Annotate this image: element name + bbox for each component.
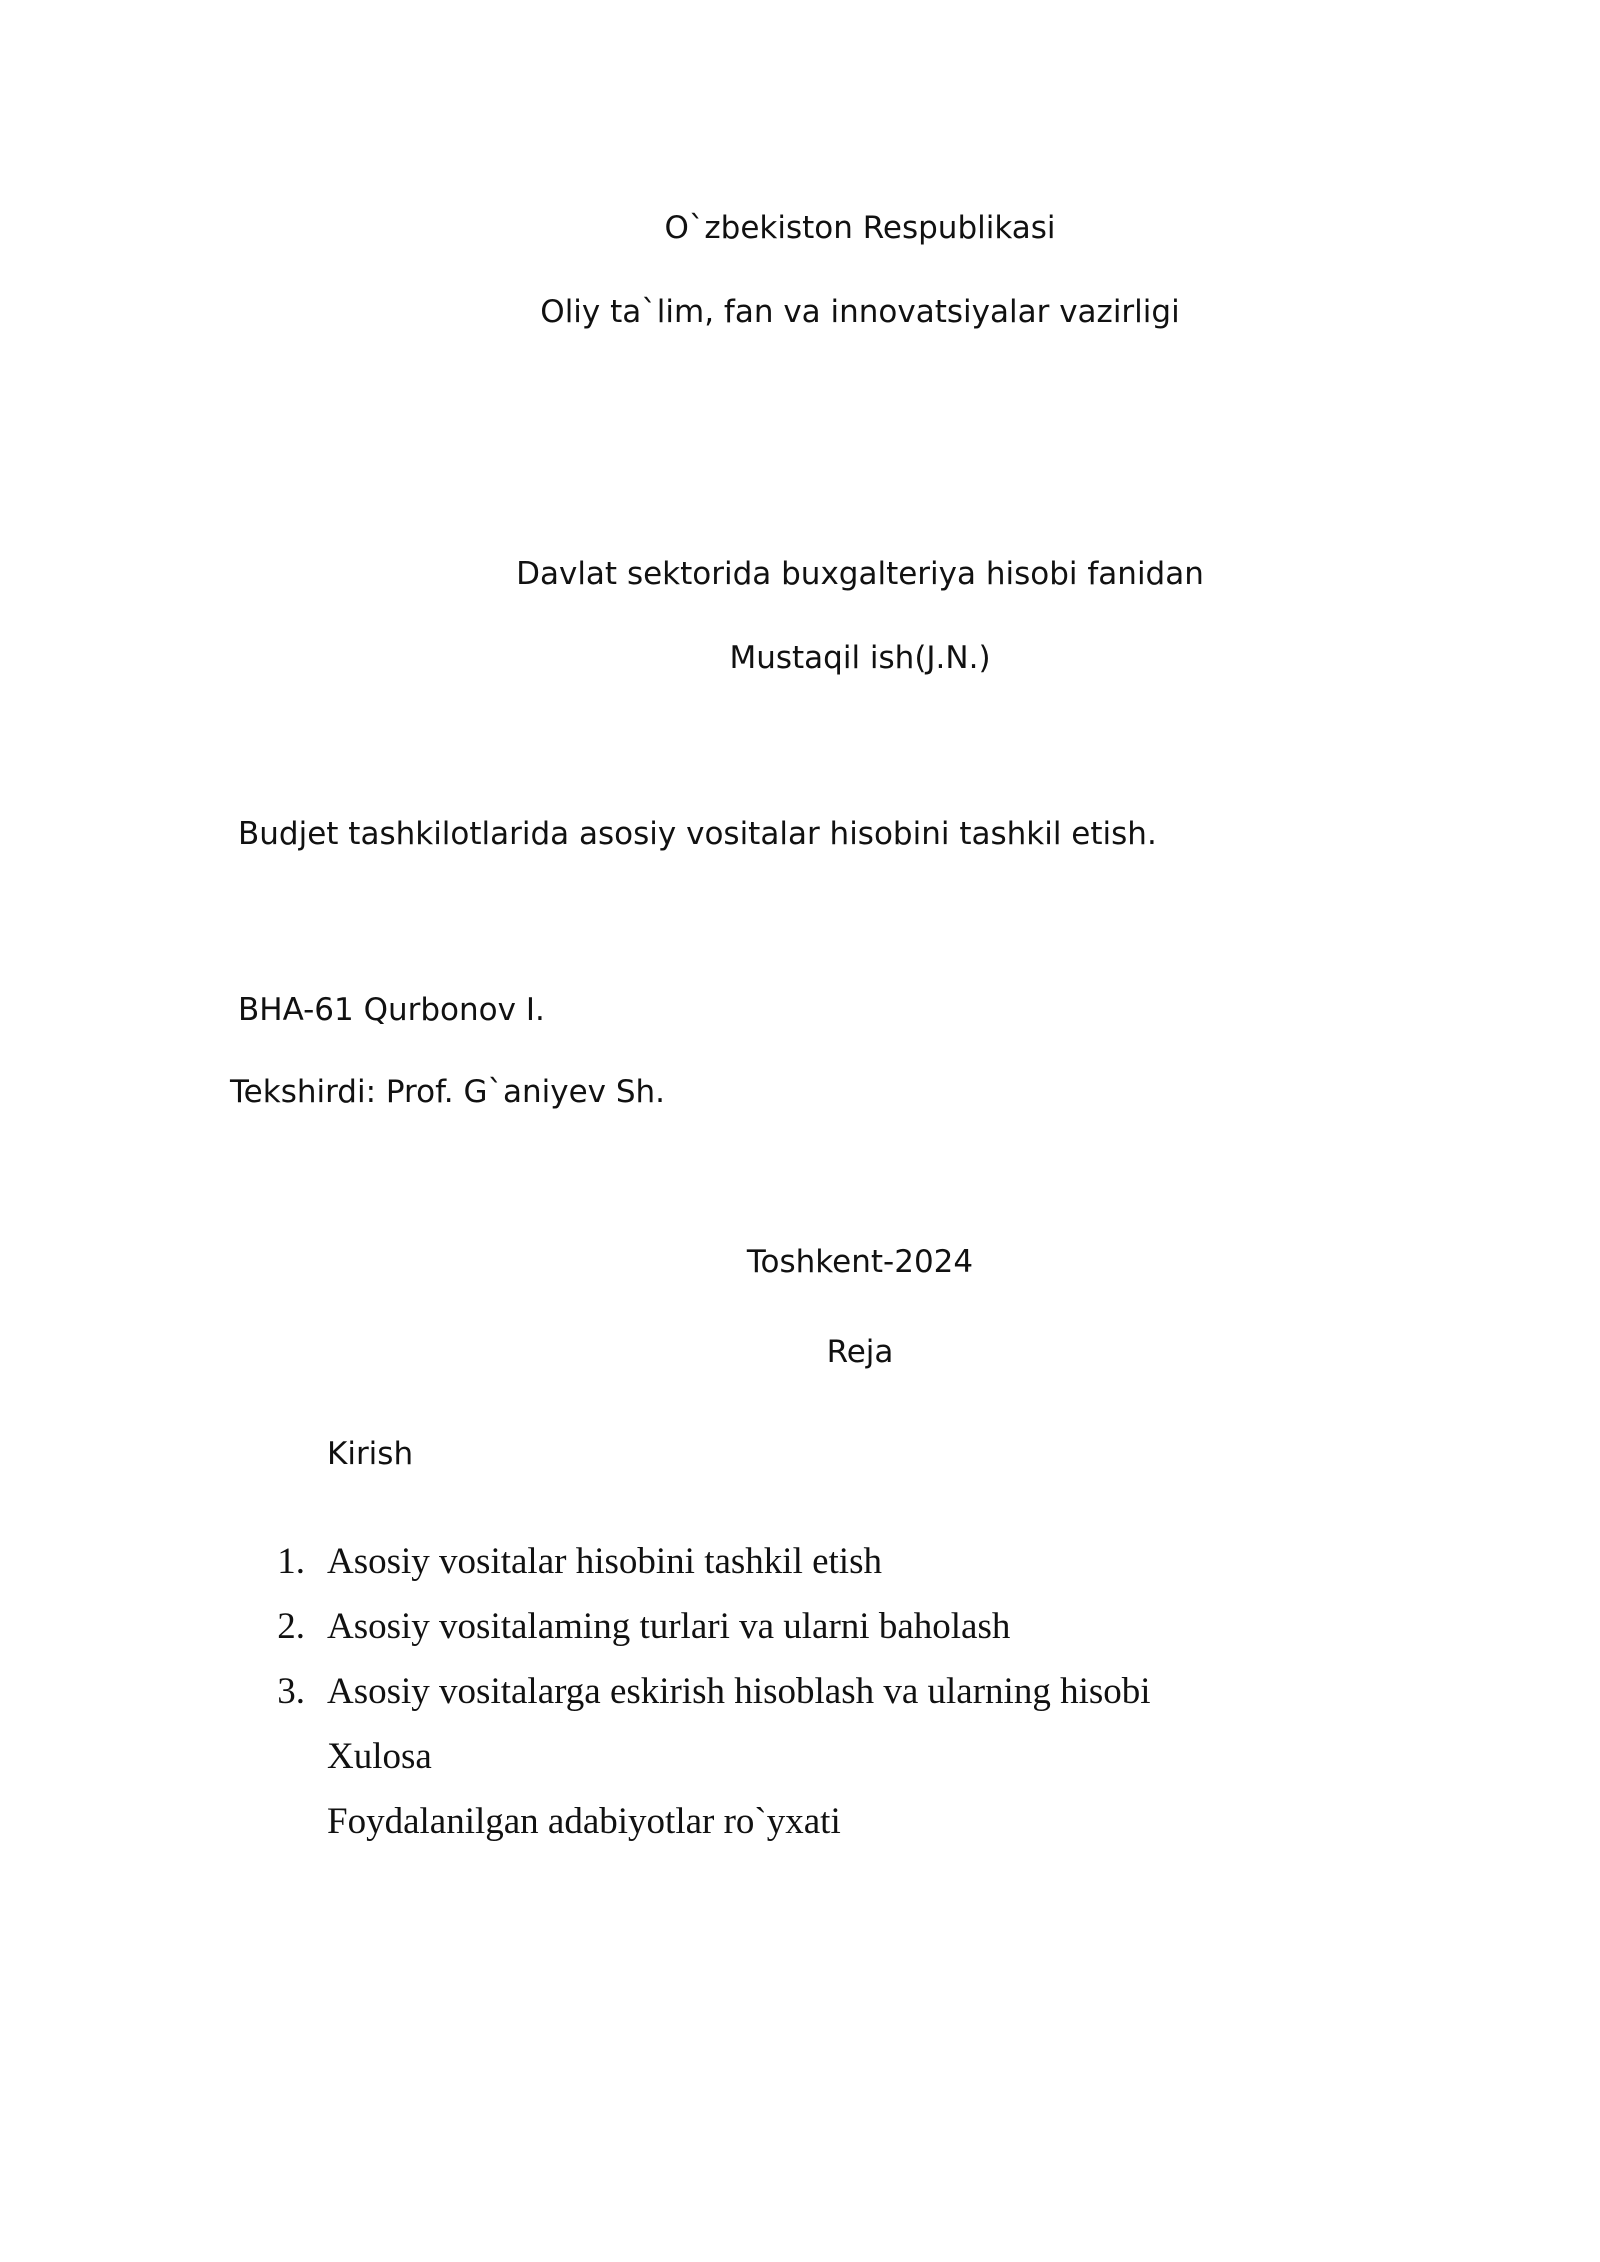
place-year: Toshkent-2024 <box>746 1244 974 1280</box>
ministry-name: Oliy ta`lim, fan va innovatsiyalar vazirligi <box>540 294 1180 330</box>
country-name: O`zbekiston Respublikasi <box>664 210 1056 246</box>
plan-item-text: Asosiy vositalarga eskirish hisoblash va ularning hisobi <box>327 1671 1151 1712</box>
checked-by: Tekshirdi: Prof. G`aniyev Sh. <box>230 1074 666 1110</box>
topic-title: Budjet tashkilotlarida asosiy vositalar hisobini tashkil etish. <box>238 816 1157 852</box>
student-name: BHA-61 Qurbonov I. <box>238 992 545 1028</box>
plan-item-number: 1. <box>277 1541 305 1582</box>
plan-item-number: 3. <box>277 1671 305 1712</box>
work-type: Mustaqil ish(J.N.) <box>729 640 991 676</box>
plan-references: Foydalanilgan adabiyotlar ro`yxati <box>327 1801 841 1842</box>
plan-conclusion: Xulosa <box>327 1736 432 1777</box>
plan-item-number: 2. <box>277 1606 305 1647</box>
plan-item-text: Asosiy vositalar hisobini tashkil etish <box>327 1541 882 1582</box>
plan-title: Reja <box>826 1334 894 1370</box>
course-title: Davlat sektorida buxgalteriya hisobi fanidan <box>516 556 1204 592</box>
plan-item-text: Asosiy vositalaming turlari va ularni baholash <box>327 1606 1011 1647</box>
plan-intro: Kirish <box>327 1436 414 1472</box>
